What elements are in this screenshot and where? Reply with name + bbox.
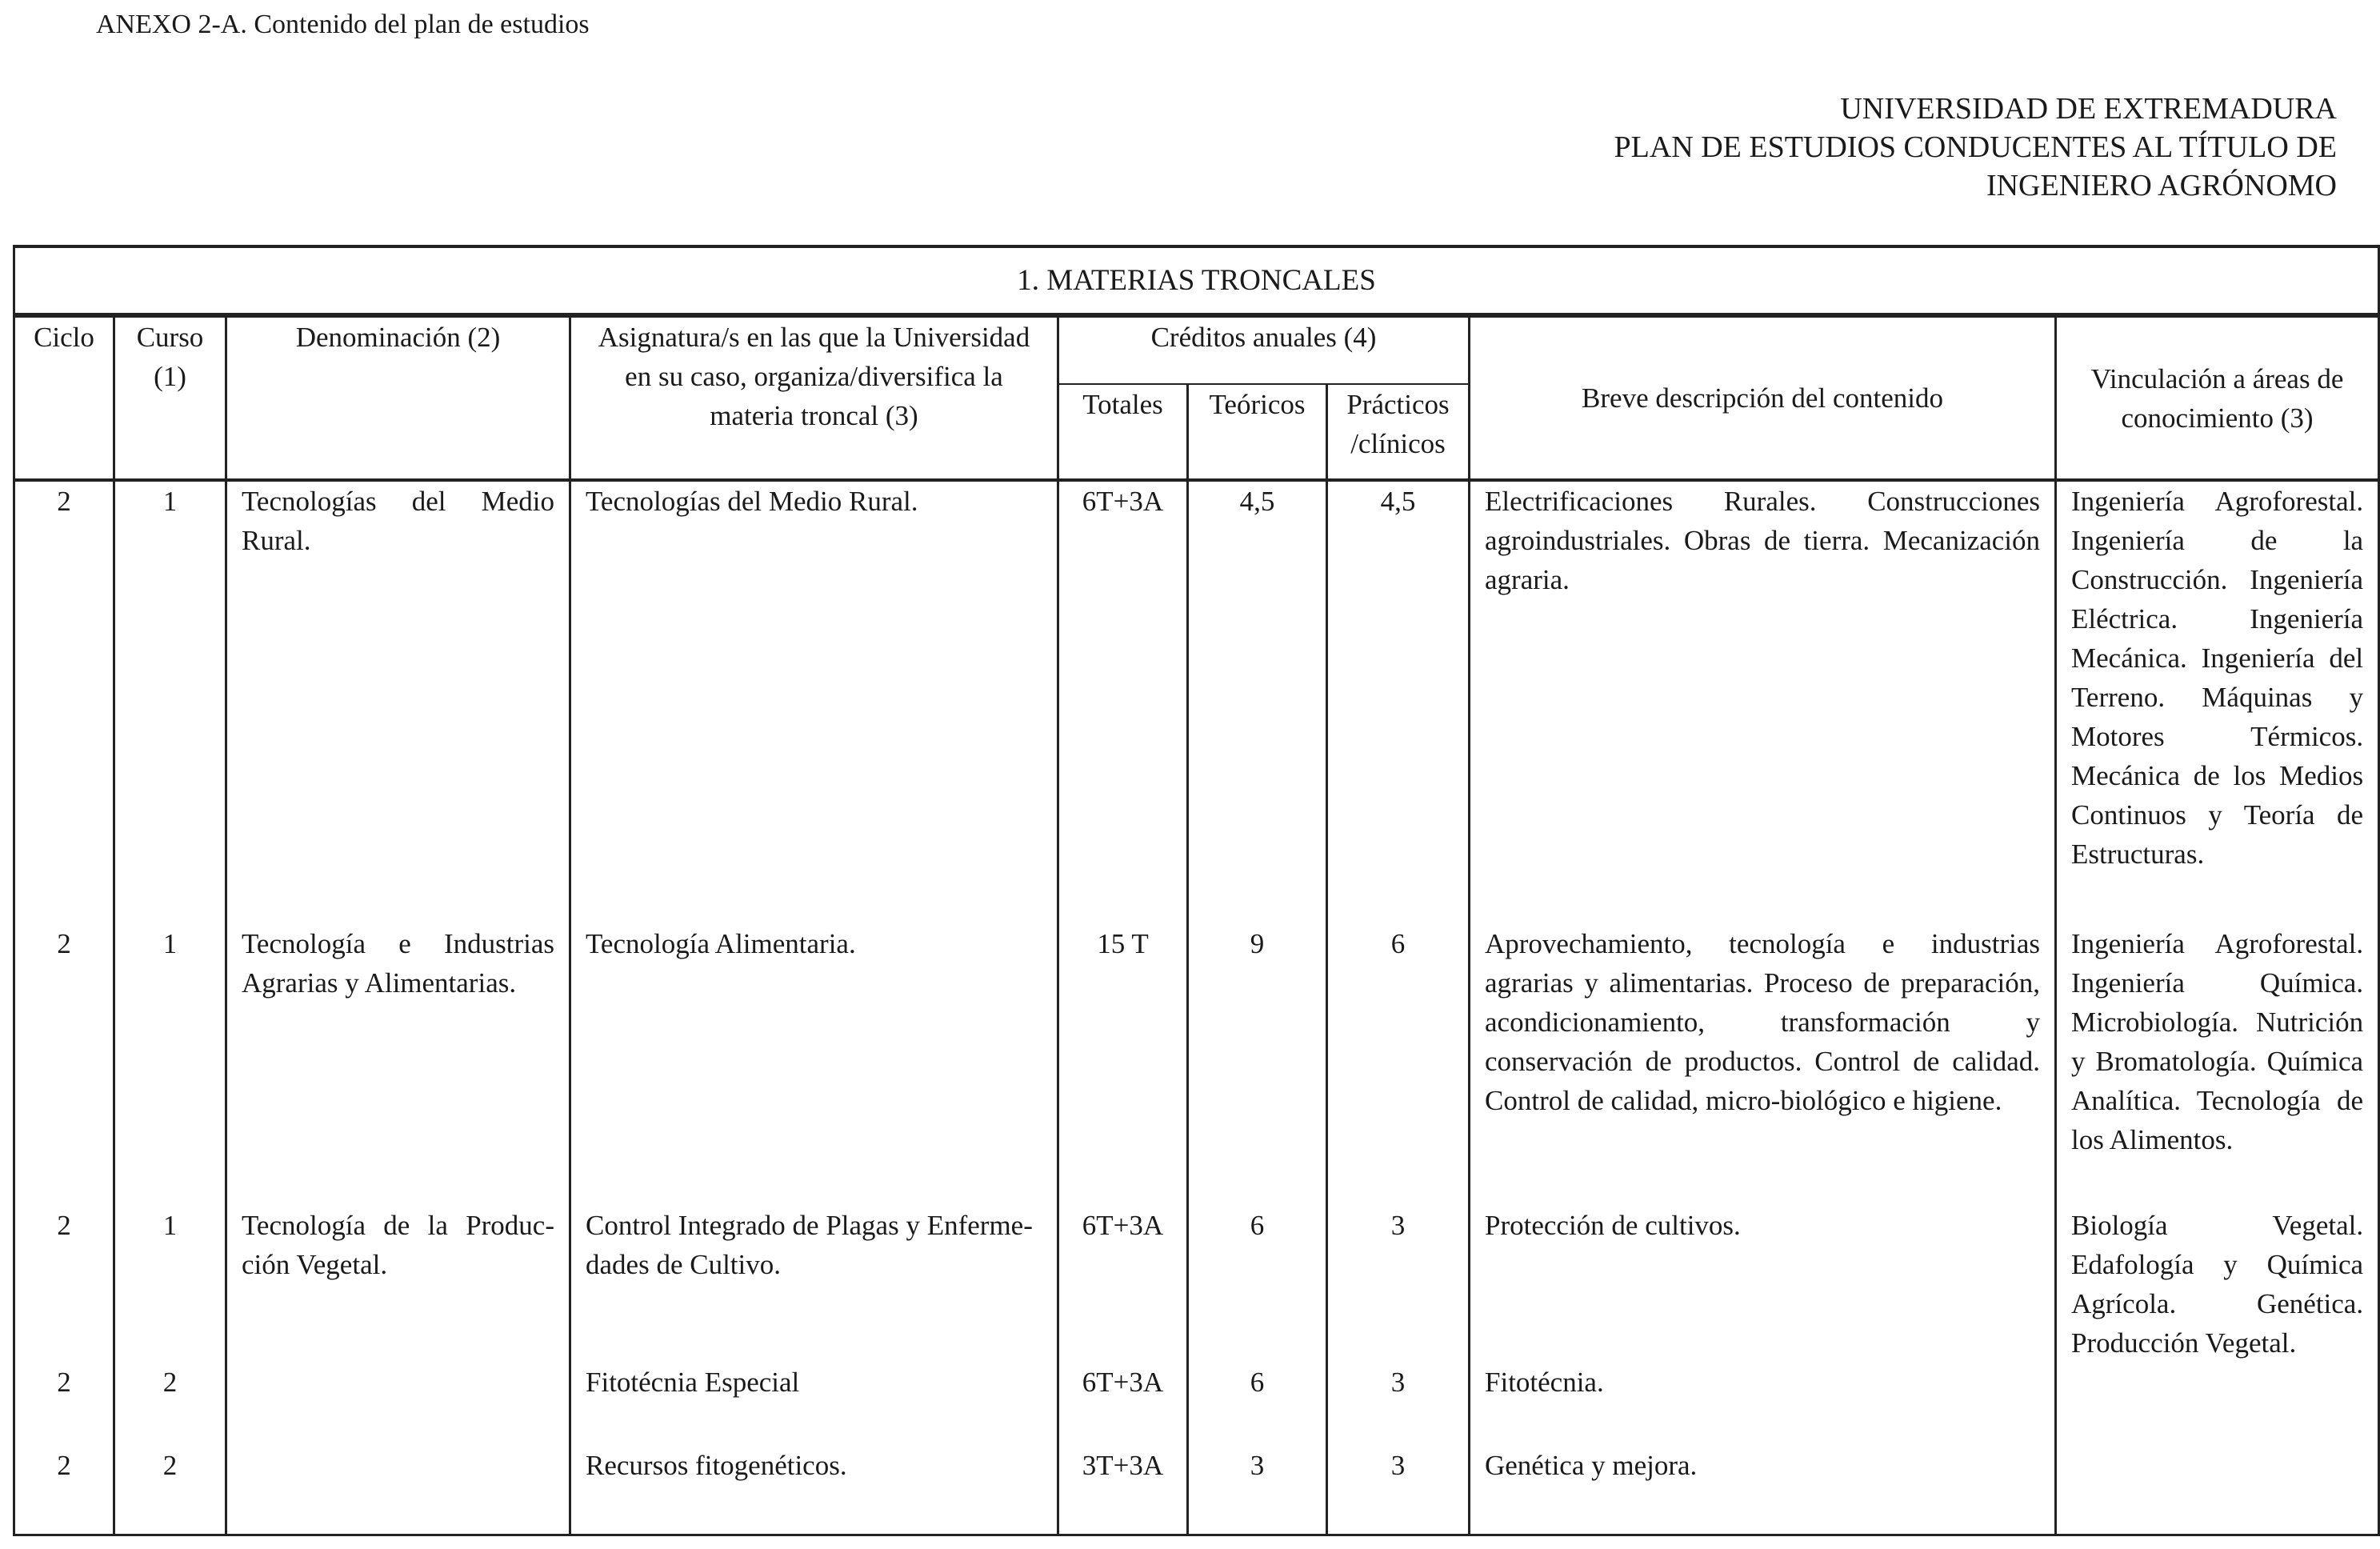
header-denominacion: Denominación (2) [226,315,570,480]
header-totales: Totales [1058,384,1188,480]
cell-vinculacion [2056,1363,2379,1446]
cell-totales: 15 T [1058,924,1188,1206]
header-asignaturas: Asignatura/s en las que la Universidad en su caso, organiza/diversifica la materia troncal (3) [570,315,1058,480]
cell-practicos: 3 [1327,1206,1470,1363]
cell-denominacion: Tecnología de la Produc-ción Vegetal. [226,1206,570,1363]
cell-teoricos: 6 [1188,1363,1327,1446]
cell-denominacion [226,1363,570,1446]
cell-denominacion: Tecnología e Industrias Agrarias y Alimentarias. [226,924,570,1206]
table-row [14,1446,2379,1535]
cell-vinculacion: Ingeniería Agroforestal. Ingeniería Química. Microbiología. Nutrición y Bromatología. Química Analítica. Tecnología de los Alimentos. [2056,924,2379,1206]
table-row [14,924,2379,1206]
cell-teoricos: 3 [1188,1446,1327,1535]
cell-descripcion: Protección de cultivos. [1470,1206,2056,1363]
plan-title-line-2: INGENIERO AGRÓNOMO [1986,169,2337,202]
plan-title-line-1: PLAN DE ESTUDIOS CONDUCENTES AL TÍTULO DE [1614,130,2337,164]
cell-curso: 1 [114,924,226,1206]
cell-practicos: 4,5 [1327,480,1470,924]
document-header [1614,90,2337,205]
cell-vinculacion [2056,1446,2379,1535]
cell-teoricos: 4,5 [1188,480,1327,924]
header-ciclo: Ciclo [14,315,114,480]
cell-asignatura: Control Integrado de Plagas y Enferme-dades de Cultivo. [570,1206,1058,1363]
header-teoricos: Teóricos [1188,384,1327,480]
cell-practicos: 3 [1327,1446,1470,1535]
materias-troncales-table [13,245,2380,1536]
cell-descripcion: Genética y mejora. [1470,1446,2056,1535]
cell-denominacion [226,1446,570,1535]
header-vinculacion: Vinculación a áreas de conocimiento (3) [2056,315,2379,480]
header-descripcion: Breve descripción del contenido [1470,315,2056,480]
cell-totales: 6T+3A [1058,480,1188,924]
table-row [14,1206,2379,1363]
cell-ciclo: 2 [14,1206,114,1363]
cell-descripcion: Aprovechamiento, tecnología e industrias agrarias y alimentarias. Proceso de preparación, acondicionamiento, transformación y conservación de productos. Control de calidad. Control de calidad, micro-biológico e higiene. [1470,924,2056,1206]
cell-asignatura: Tecnología Alimentaria. [570,924,1058,1206]
cell-totales: 6T+3A [1058,1206,1188,1363]
cell-asignatura: Tecnologías del Medio Rural. [570,480,1058,924]
cell-curso: 2 [114,1363,226,1446]
header-curso: Curso (1) [114,315,226,480]
cell-practicos: 3 [1327,1363,1470,1446]
header-practicos: Prácticos /clínicos [1327,384,1470,480]
header-creditos-anuales: Créditos anuales (4) [1058,315,1470,384]
cell-descripcion: Electrificaciones Rurales. Construcciones agroindustriales. Obras de tierra. Mecanización agraria. [1470,480,2056,924]
cell-ciclo: 2 [14,924,114,1206]
cell-ciclo: 2 [14,1446,114,1535]
cell-ciclo: 2 [14,480,114,924]
cell-curso: 2 [114,1446,226,1535]
university-name: UNIVERSIDAD DE EXTREMADURA [1840,92,2337,126]
cell-curso: 1 [114,1206,226,1363]
cell-curso: 1 [114,480,226,924]
cell-descripcion: Fitotécnia. [1470,1363,2056,1446]
table-row [14,1363,2379,1446]
table-row [14,480,2379,924]
cell-totales: 3T+3A [1058,1446,1188,1535]
table-title: 1. MATERIAS TRONCALES [14,246,2379,315]
cell-teoricos: 6 [1188,1206,1327,1363]
cell-ciclo: 2 [14,1363,114,1446]
cell-asignatura: Recursos fitogenéticos. [570,1446,1058,1535]
cell-asignatura: Fitotécnia Especial [570,1363,1058,1446]
cell-teoricos: 9 [1188,924,1327,1206]
cell-vinculacion: Ingeniería Agroforestal. Ingeniería de la Construcción. Ingeniería Eléctrica. Ingeniería Mecánica. Ingeniería del Terreno. Máquinas y Motores Térmicos. Mecánica de los Medios Continuos y Teoría de Estructuras. [2056,480,2379,924]
cell-practicos: 6 [1327,924,1470,1206]
cell-vinculacion: Biología Vegetal. Edafología y Química Agrícola. Genética. Producción Vegetal. [2056,1206,2379,1363]
annex-title: ANEXO 2-A. Contenido del plan de estudios [96,10,590,39]
cell-denominacion: Tecnologías del Medio Rural. [226,480,570,924]
cell-totales: 6T+3A [1058,1363,1188,1446]
